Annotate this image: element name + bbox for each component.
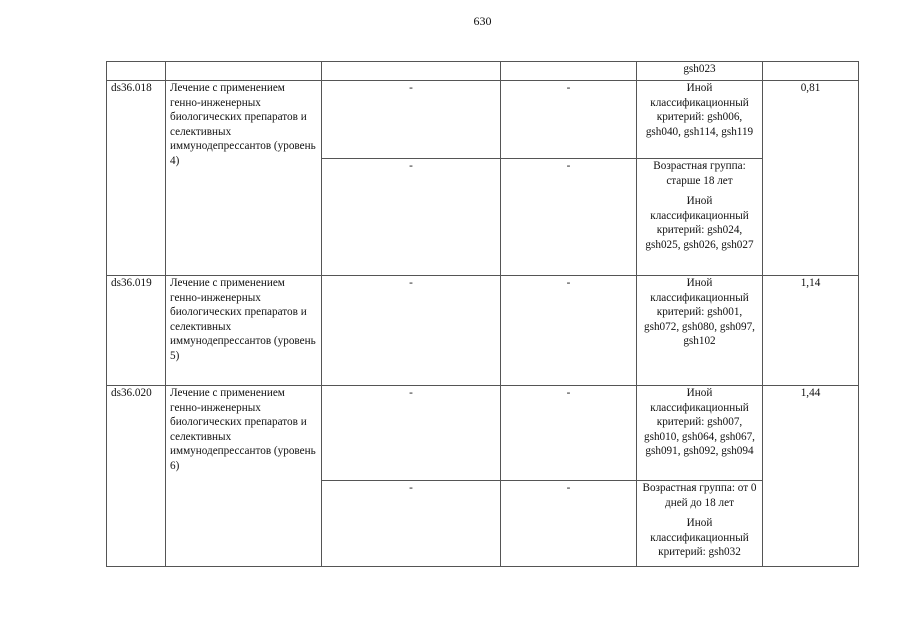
col3-cell [322, 62, 501, 81]
criteria-cell [637, 481, 763, 567]
name-cell: Лечение с применением генно-инженерных биологических препаратов и селективных иммунодепрессантов (уровень 5) [166, 276, 322, 386]
tariff-table [106, 61, 859, 567]
table-row [107, 386, 859, 481]
coef-cell: 0,81 [763, 81, 859, 276]
age-criterion: Возрастная группа: старше 18 лет [653, 160, 746, 187]
criteria-cell: gsh023 [637, 62, 763, 81]
table-row [107, 81, 859, 159]
coef-cell [763, 62, 859, 81]
col4-cell [501, 62, 637, 81]
criteria-cell: Иной классификационный критерий: gsh001, gsh072, gsh080, gsh097, gsh102 [637, 276, 763, 386]
name-cell: Лечение с применением генно-инженерных биологических препаратов и селективных иммунодепрессантов (уровень 6) [166, 386, 322, 567]
col4-cell: - [501, 386, 637, 481]
name-cell: Лечение с применением генно-инженерных биологических препаратов и селективных иммунодепрессантов (уровень 4) [166, 81, 322, 276]
page-number: 630 [473, 14, 492, 28]
col3-cell: - [322, 481, 501, 567]
criteria-cell: Иной классификационный критерий: gsh006, gsh040, gsh114, gsh119 [637, 81, 763, 159]
table-row [107, 276, 859, 386]
code-cell: ds36.019 [107, 276, 166, 386]
code-cell [107, 62, 166, 81]
continuation-row [107, 62, 859, 81]
criteria-cell [637, 159, 763, 276]
col4-cell: - [501, 481, 637, 567]
coef-cell: 1,44 [763, 386, 859, 567]
code-cell: ds36.020 [107, 386, 166, 567]
name-cell [166, 62, 322, 81]
age-criterion: Возрастная группа: от 0 дней до 18 лет [642, 482, 757, 509]
col3-cell: - [322, 81, 501, 159]
code-cell: ds36.018 [107, 81, 166, 276]
col4-cell: - [501, 159, 637, 276]
coef-cell: 1,14 [763, 276, 859, 386]
col3-cell: - [322, 276, 501, 386]
col4-cell: - [501, 81, 637, 159]
other-criterion: Иной классификационный критерий: gsh032 [650, 517, 749, 559]
criteria-cell: Иной классификационный критерий: gsh007, gsh010, gsh064, gsh067, gsh091, gsh092, gsh094 [637, 386, 763, 481]
col3-cell: - [322, 159, 501, 276]
other-criterion: Иной классификационный критерий: gsh024, gsh025, gsh026, gsh027 [645, 195, 754, 251]
col4-cell: - [501, 276, 637, 386]
col3-cell: - [322, 386, 501, 481]
